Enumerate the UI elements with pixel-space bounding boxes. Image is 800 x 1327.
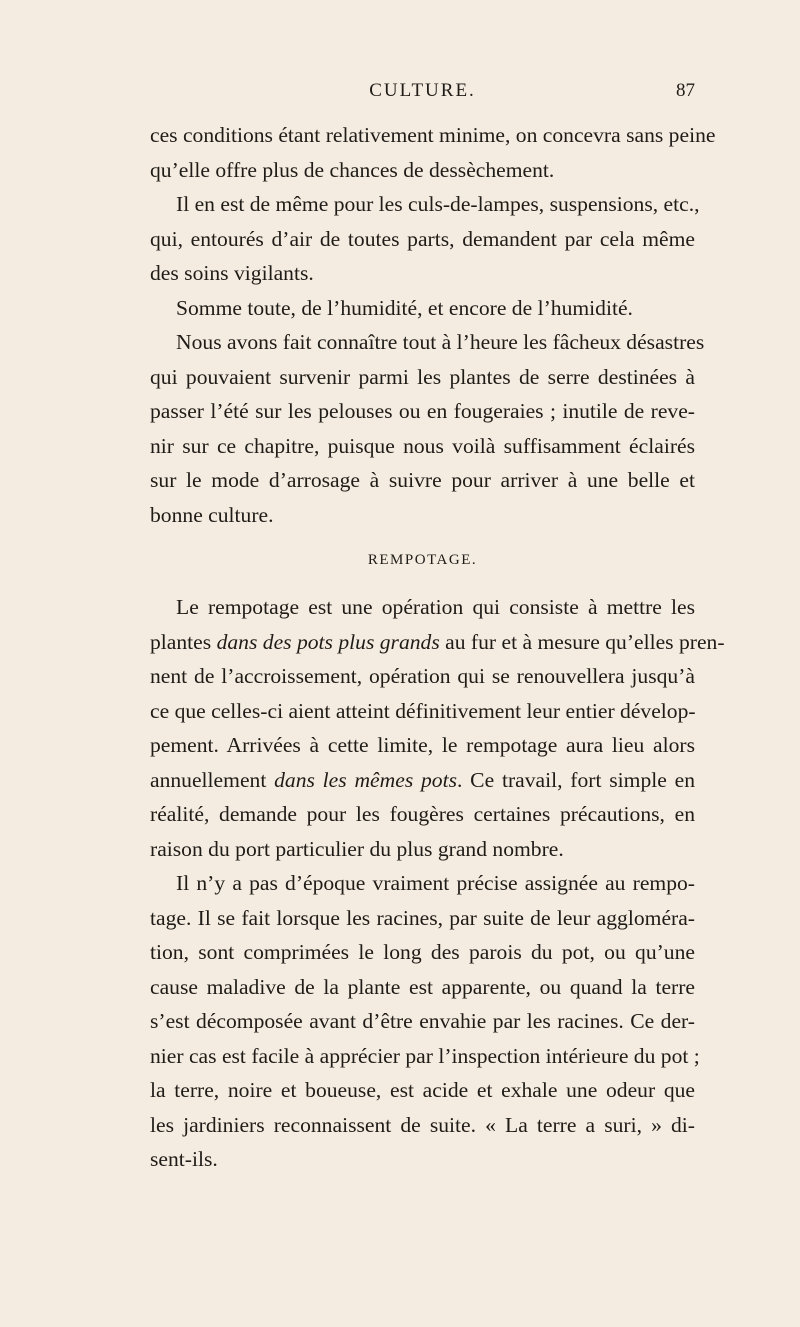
paragraph-3 xyxy=(150,291,695,326)
text-line: raison du port particulier du plus grand nombre. xyxy=(150,836,564,861)
text-line: nier cas est facile à apprécier par l’inspection intérieure du pot ; xyxy=(150,1043,700,1068)
text-line: Il n’y a pas d’époque vraiment précise assignée au rempo- xyxy=(176,871,695,895)
text-line: Nous avons fait connaître tout à l’heure les fâcheux désastres xyxy=(176,330,705,354)
text-line: Somme toute, de l’humidité, et encore de l’humidité. xyxy=(176,295,633,320)
paragraph-4 xyxy=(150,325,705,532)
running-title: CULTURE. xyxy=(369,80,476,101)
text-line: tage. Il se fait lorsque les racines, par suite de leur aggloméra- xyxy=(150,905,695,930)
paragraph-6 xyxy=(150,866,700,1177)
page-number: 87 xyxy=(676,80,695,101)
italic-run: dans des pots plus grands xyxy=(216,629,440,654)
text-line: pement. Arrivées à cette limite, le rempotage aura lieu alors xyxy=(150,733,695,757)
text-line: des soins vigilants. xyxy=(150,261,314,285)
text-line: sur le mode d’arrosage à suivre pour arriver à une belle et xyxy=(150,468,695,492)
text-run: . Ce travail, fort simple en xyxy=(457,767,695,792)
text-line: les jardiniers reconnaissent de suite. « La terre a suri, » di- xyxy=(150,1112,695,1137)
text-line: Il en est de même pour les culs-de-lampes, suspensions, etc., xyxy=(176,192,700,216)
paragraph-2 xyxy=(150,187,700,291)
text-line: qu’elle offre plus de chances de dessèchement. xyxy=(150,157,555,182)
text-line: qui pouvaient survenir parmi les plantes de serre destinées à xyxy=(150,364,695,389)
page-body xyxy=(150,118,725,1177)
text-line: nir sur ce chapitre, puisque nous voilà suffisamment éclairés xyxy=(150,433,695,458)
text-line: bonne culture. xyxy=(150,502,274,527)
text-line: ce que celles-ci aient atteint définitivement leur entier dévelop- xyxy=(150,698,696,723)
text-line xyxy=(150,625,725,660)
text-line: la terre, noire et boueuse, est acide et exhale une odeur que xyxy=(150,1078,695,1102)
text-line: cause maladive de la plante est apparente, ou quand la terre xyxy=(150,974,695,999)
text-run: plantes xyxy=(150,629,217,654)
text-line: tion, sont comprimées le long des parois du pot, ou qu’une xyxy=(150,940,695,964)
running-header xyxy=(150,80,695,110)
text-line xyxy=(150,763,695,798)
text-line: ces conditions étant relativement minime, on concevra sans peine xyxy=(150,123,716,147)
paragraph-5 xyxy=(150,590,725,866)
text-line: sent-ils. xyxy=(150,1147,218,1171)
paragraph-1 xyxy=(150,118,716,187)
section-heading: REMPOTAGE. xyxy=(367,552,478,568)
text-line: qui, entourés d’air de toutes parts, demandent par cela même xyxy=(150,226,695,251)
text-line: réalité, demande pour les fougères certaines précautions, en xyxy=(150,802,695,826)
text-run: annuellement xyxy=(150,767,275,792)
text-line: s’est décomposée avant d’être envahie par les racines. Ce der- xyxy=(150,1009,695,1033)
text-line: nent de l’accroissement, opération qui se renouvellera jusqu’à xyxy=(150,664,695,688)
text-run: au fur et à mesure qu’elles pren- xyxy=(439,629,725,654)
text-line: Le rempotage est une opération qui consiste à mettre les xyxy=(176,595,695,619)
italic-run: dans les mêmes pots xyxy=(274,767,457,792)
text-line: passer l’été sur les pelouses ou en fougeraies ; inutile de reve- xyxy=(150,399,695,423)
